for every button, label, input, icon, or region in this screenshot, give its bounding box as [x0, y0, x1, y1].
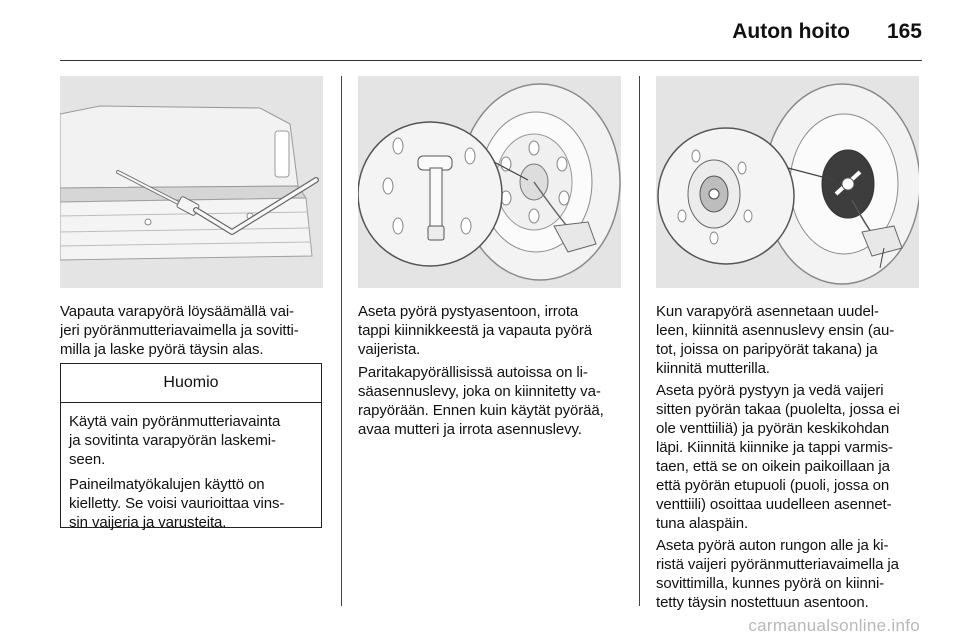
watermark: carmanualsonline.info — [748, 616, 920, 635]
instruction-paragraph: Kun varapyörä asennetaan uudel- leen, kiinnitä asennuslevy ensin (au- tot, joissa on paripyörät takana) ja kiinnitä mutterilla. — [656, 303, 895, 377]
instruction-paragraph: Vapauta varapyörä löysäämällä vai- jeri pyöränmutteriavaimella ja sovitti- milla ja laske pyörä täysin alas. — [60, 303, 299, 358]
spare-wheel-cable-attachment-icon — [656, 76, 919, 288]
spare-wheel-with-wrench-icon — [358, 76, 621, 288]
header-rule — [60, 60, 922, 61]
note-paragraph: Paineilmatyökalujen käyttö on kielletty. Se voisi vaurioittaa vins- sin vaijeria ja varusteita. — [69, 476, 285, 531]
note-box — [60, 363, 322, 531]
figure-spare-wheel-cable — [656, 76, 919, 288]
column-divider — [341, 76, 342, 606]
section-title: Auton hoito — [732, 20, 850, 43]
figure-wrench-under-vehicle — [60, 76, 323, 288]
instruction-paragraph: Paritakapyörällisissä autoissa on li- säasennuslevy, joka on kiinnitetty va- rapyörään. Ennen kuin käytät pyörää, avaa mutteri ja irrota asennuslevy. — [358, 364, 604, 438]
instruction-paragraph: Aseta pyörä pystyasentoon, irrota tappi kiinnikkeestä ja vapauta pyörä vaijerista. — [358, 303, 593, 358]
figure-spare-wheel-wrench — [358, 76, 621, 288]
note-title: Huomio — [61, 364, 321, 403]
instruction-paragraph: Aseta pyörä auton rungon alle ja ki- ristä vaijeri pyöränmutteriavaimella ja sovittimilla, kunnes pyörä on kiinni- tetty täysin nostettuun asentoon. — [656, 537, 899, 611]
wrench-under-vehicle-icon — [60, 76, 323, 288]
note-paragraph: Käytä vain pyöränmutteriavainta ja sovitinta varapyörän laskemi- seen. — [69, 413, 281, 468]
instruction-paragraph: Aseta pyörä pystyyn ja vedä vaijeri sitten pyörän takaa (puolelta, jossa ei ole venttiiliä) ja pyörän keskikohdan läpi. Kiinnitä kiinnike ja tappi varmis- taen, että se on oikein paikoillaan ja että pyörän etupuoli (puoli, jossa on venttiili) osoittaa uudelleen asennet- tuna alaspäin. — [656, 382, 900, 532]
column-divider — [639, 76, 640, 606]
page-number: 165 — [886, 20, 922, 43]
